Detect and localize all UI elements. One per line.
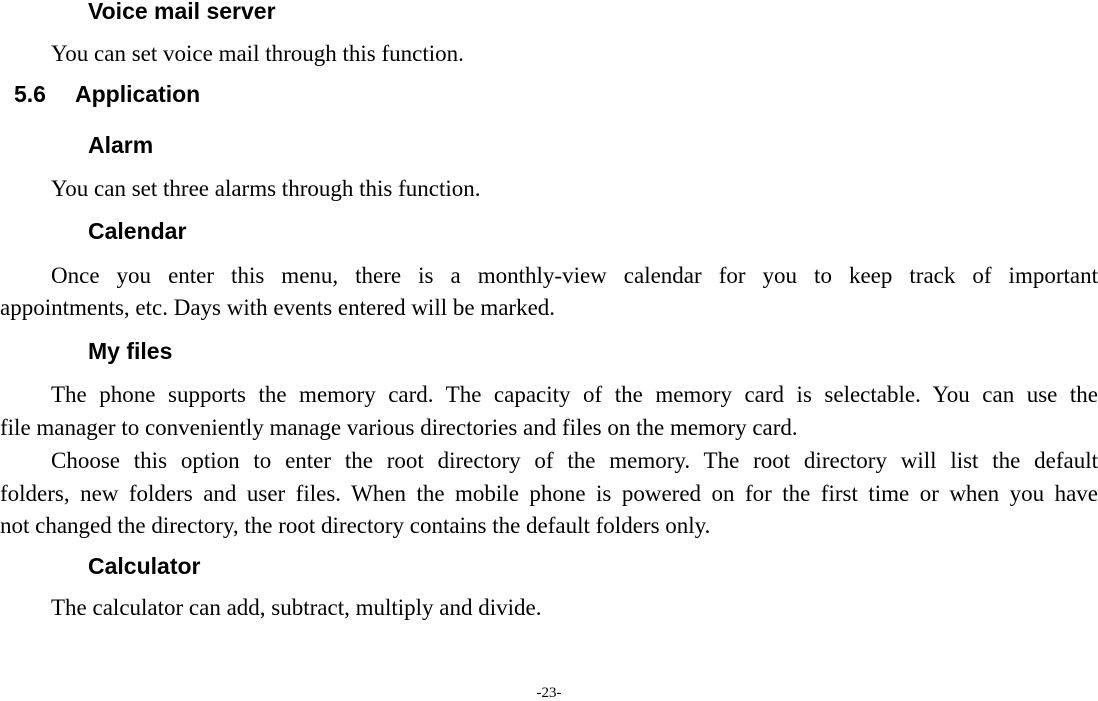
alarm-description: You can set three alarms through this function. (51, 176, 481, 201)
heading-calendar: Calendar (88, 218, 187, 244)
calculator-description: The calculator can add, subtract, multiply and divide. (51, 595, 542, 620)
heading-my-files: My files (88, 338, 173, 364)
calendar-description-line-2: appointments, etc. Days with events entered will be marked. (0, 295, 556, 320)
heading-calculator: Calculator (88, 553, 201, 579)
page-number: -23- (536, 685, 562, 701)
voice-mail-description: You can set voice mail through this function. (51, 41, 464, 66)
section-number: 5.6 (14, 81, 46, 107)
heading-alarm: Alarm (88, 132, 154, 158)
calendar-description-line-1: Once you enter this menu, there is a monthly-view calendar for you to keep track of important (51, 263, 1098, 288)
my-files-p2-line-2: folders, new folders and user files. When the mobile phone is powered on for the first time or when you have (0, 481, 1098, 506)
heading-voice-mail-server: Voice mail server (88, 0, 276, 24)
my-files-p1-line-2: file manager to conveniently manage various directories and files on the memory card. (0, 415, 798, 440)
my-files-p1-line-1: The phone supports the memory card. The capacity of the memory card is selectable. You can use the (51, 382, 1098, 407)
section-title-application: Application (75, 81, 201, 107)
my-files-p2-line-1: Choose this option to enter the root directory of the memory. The root directory will list the default (51, 448, 1098, 473)
my-files-p2-line-3: not changed the directory, the root directory contains the default folders only. (0, 513, 711, 538)
